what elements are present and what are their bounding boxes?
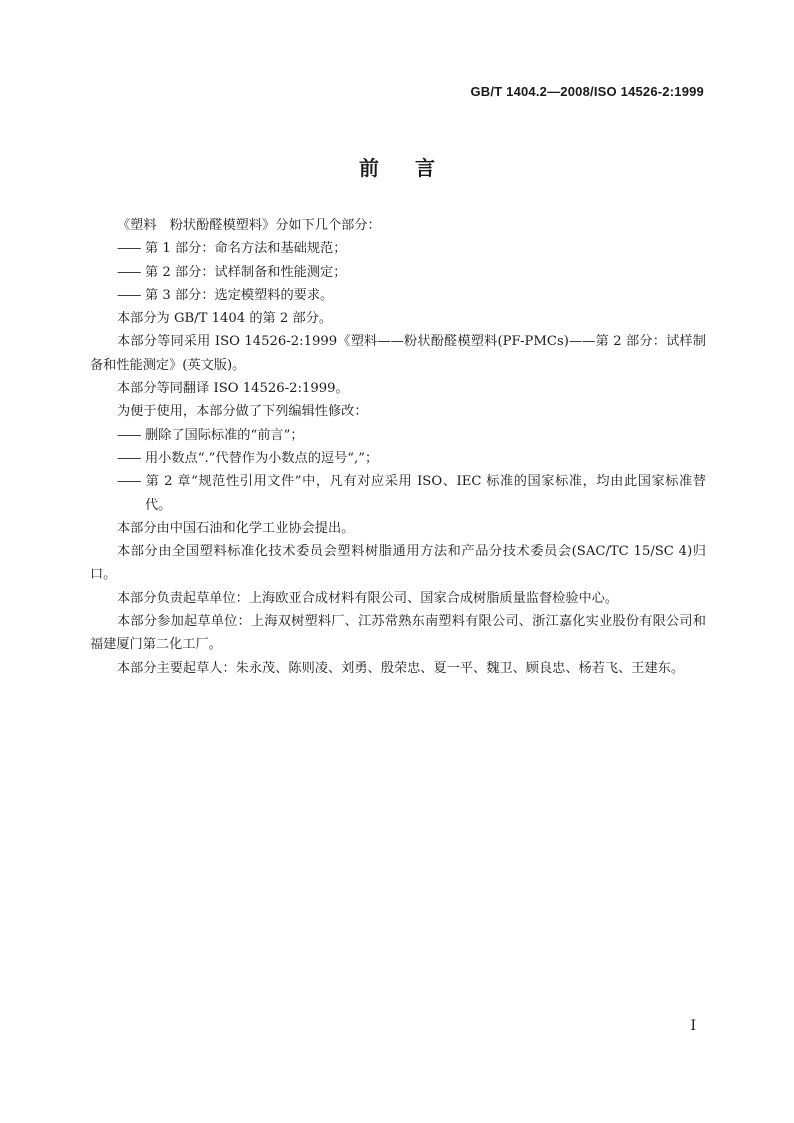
list-item <box>90 261 706 284</box>
paragraph: 本部分参加起草单位：上海双树塑料厂、江苏常熟东南塑料有限公司、浙江嘉化实业股份有限公司和福建厦门第二化工厂。 <box>90 614 706 653</box>
list-item <box>90 284 706 307</box>
dash-symbol: —— <box>117 264 140 280</box>
list-item-text: 第 1 部分：命名方法和基础规范； <box>145 241 347 257</box>
page-number: I <box>690 1018 696 1034</box>
list-item-text: 删除了国际标准的“前言”； <box>145 427 304 443</box>
list-item-text: 第 3 部分：选定模塑料的要求。 <box>145 287 334 303</box>
dash-symbol: —— <box>117 474 140 490</box>
paragraph: 本部分由中国石油和化学工业协会提出。 <box>117 520 355 536</box>
paragraph: 本部分等同采用 ISO 14526-2:1999《塑料——粉状酚醛模塑料(PF-PMCs)——第 2 部分：试样制备和性能测定》(英文版)。 <box>90 334 706 373</box>
list-item <box>90 447 706 470</box>
standard-number: GB/T 1404.2—2008/ISO 14526-2:1999 <box>470 84 704 99</box>
paragraph: 《塑料 粉状酚醛模塑料》分如下几个部分： <box>117 218 381 233</box>
list-item <box>90 237 706 260</box>
list-item <box>90 470 706 517</box>
dash-symbol: —— <box>117 287 140 303</box>
dash-symbol: —— <box>117 450 140 466</box>
list-item-text: 第 2 部分：试样制备和性能测定； <box>145 264 347 280</box>
list-item-text: 用小数点“.”代替作为小数点的逗号“,”； <box>145 450 379 466</box>
foreword-body <box>90 214 706 680</box>
paragraph: 本部分主要起草人：朱永茂、陈则凌、刘勇、殷荣忠、夏一平、魏卫、顾良忠、杨若飞、王建东。 <box>117 660 685 676</box>
paragraph: 本部分由全国塑料标准化技术委员会塑料树脂通用方法和产品分技术委员会(SAC/TC 15/SC 4)归口。 <box>90 544 706 583</box>
list-item-text: 第 2 章“规范性引用文件”中，凡有对应采用 ISO、IEC 标准的国家标准，均由此国家标准替代。 <box>145 474 706 513</box>
dash-symbol: —— <box>117 241 140 257</box>
page-title: 前言 <box>359 156 471 180</box>
paragraph: 为便于使用，本部分做了下列编辑性修改： <box>117 404 368 420</box>
paragraph: 本部分负责起草单位：上海欧亚合成材料有限公司、国家合成树脂质量监督检验中心。 <box>117 590 619 606</box>
list-item <box>90 424 706 447</box>
paragraph: 本部分为 GB/T 1404 的第 2 部分。 <box>117 311 333 327</box>
paragraph: 本部分等同翻译 ISO 14526-2:1999。 <box>117 381 349 397</box>
dash-symbol: —— <box>117 427 140 443</box>
